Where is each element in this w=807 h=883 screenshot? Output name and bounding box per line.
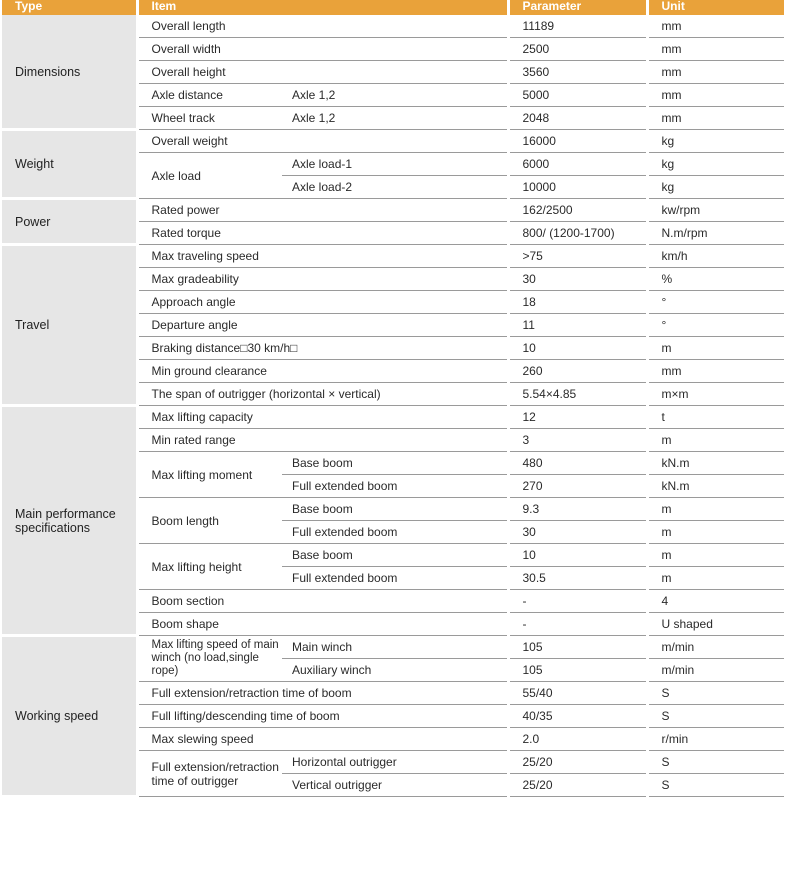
sub-item-cell: Vertical outrigger bbox=[282, 774, 508, 797]
unit-cell: m bbox=[647, 521, 784, 544]
sub-item-cell: Axle 1,2 bbox=[282, 107, 508, 130]
parameter-cell: 30.5 bbox=[508, 567, 647, 590]
item-cell: Overall length bbox=[137, 15, 508, 38]
item-cell: Axle distance bbox=[137, 84, 282, 107]
parameter-cell: 162/2500 bbox=[508, 199, 647, 222]
item-cell: Max slewing speed bbox=[137, 728, 508, 751]
unit-cell: m/min bbox=[647, 636, 784, 659]
parameter-cell: 2500 bbox=[508, 38, 647, 61]
parameter-cell: 800/ (1200-1700) bbox=[508, 222, 647, 245]
item-cell: Full lifting/descending time of boom bbox=[137, 705, 508, 728]
parameter-cell: >75 bbox=[508, 245, 647, 268]
sub-item-cell: Full extended boom bbox=[282, 567, 508, 590]
unit-cell: kg bbox=[647, 176, 784, 199]
unit-cell: % bbox=[647, 268, 784, 291]
table-row bbox=[2, 130, 784, 153]
unit-cell: mm bbox=[647, 84, 784, 107]
item-cell: Full extension/retraction time of outrigger bbox=[137, 751, 282, 797]
parameter-cell: 5.54×4.85 bbox=[508, 383, 647, 406]
header-type: Type bbox=[2, 0, 137, 15]
unit-cell: ° bbox=[647, 291, 784, 314]
sub-item-cell: Full extended boom bbox=[282, 521, 508, 544]
unit-cell: S bbox=[647, 682, 784, 705]
sub-item-cell: Base boom bbox=[282, 544, 508, 567]
unit-cell: kN.m bbox=[647, 475, 784, 498]
parameter-cell: 30 bbox=[508, 521, 647, 544]
parameter-cell: 3 bbox=[508, 429, 647, 452]
sub-item-cell: Base boom bbox=[282, 498, 508, 521]
sub-item-cell: Axle 1,2 bbox=[282, 84, 508, 107]
unit-cell: m×m bbox=[647, 383, 784, 406]
unit-cell: m bbox=[647, 498, 784, 521]
parameter-cell: 2048 bbox=[508, 107, 647, 130]
unit-cell: m/min bbox=[647, 659, 784, 682]
item-cell: Boom section bbox=[137, 590, 508, 613]
unit-cell: mm bbox=[647, 38, 784, 61]
item-cell: Boom length bbox=[137, 498, 282, 544]
sub-item-cell: Full extended boom bbox=[282, 475, 508, 498]
group-travel: Travel bbox=[2, 245, 137, 406]
table-row bbox=[2, 15, 784, 38]
item-cell: Braking distance□30 km/h□ bbox=[137, 337, 508, 360]
unit-cell: r/min bbox=[647, 728, 784, 751]
unit-cell: m bbox=[647, 544, 784, 567]
parameter-cell: 40/35 bbox=[508, 705, 647, 728]
parameter-cell: 10000 bbox=[508, 176, 647, 199]
parameter-cell: 11189 bbox=[508, 15, 647, 38]
unit-cell: U shaped bbox=[647, 613, 784, 636]
item-cell: Rated torque bbox=[137, 222, 508, 245]
unit-cell: kg bbox=[647, 153, 784, 176]
sub-item-cell: Axle load-2 bbox=[282, 176, 508, 199]
parameter-cell: 9.3 bbox=[508, 498, 647, 521]
parameter-cell: 10 bbox=[508, 337, 647, 360]
group-working-speed: Working speed bbox=[2, 636, 137, 797]
parameter-cell: 16000 bbox=[508, 130, 647, 153]
item-cell: Full extension/retraction time of boom bbox=[137, 682, 508, 705]
unit-cell: N.m/rpm bbox=[647, 222, 784, 245]
parameter-cell: 10 bbox=[508, 544, 647, 567]
unit-cell: mm bbox=[647, 107, 784, 130]
header-item: Item bbox=[137, 0, 508, 15]
item-cell: Overall weight bbox=[137, 130, 508, 153]
item-cell: Axle load bbox=[137, 153, 282, 199]
item-cell: Max traveling speed bbox=[137, 245, 508, 268]
unit-cell: km/h bbox=[647, 245, 784, 268]
item-cell: Max lifting speed of main winch (no load,single rope) bbox=[137, 636, 282, 682]
item-cell: Min rated range bbox=[137, 429, 508, 452]
spec-table bbox=[2, 0, 784, 798]
parameter-cell: - bbox=[508, 590, 647, 613]
header-parameter: Parameter bbox=[508, 0, 647, 15]
unit-cell: m bbox=[647, 337, 784, 360]
table-row bbox=[2, 199, 784, 222]
unit-cell: ° bbox=[647, 314, 784, 337]
parameter-cell: 25/20 bbox=[508, 774, 647, 797]
unit-cell: t bbox=[647, 406, 784, 429]
unit-cell: mm bbox=[647, 61, 784, 84]
parameter-cell: 6000 bbox=[508, 153, 647, 176]
parameter-cell: 2.0 bbox=[508, 728, 647, 751]
parameter-cell: - bbox=[508, 613, 647, 636]
item-cell: Max lifting height bbox=[137, 544, 282, 590]
parameter-cell: 11 bbox=[508, 314, 647, 337]
parameter-cell: 18 bbox=[508, 291, 647, 314]
unit-cell: 4 bbox=[647, 590, 784, 613]
parameter-cell: 12 bbox=[508, 406, 647, 429]
item-cell: Wheel track bbox=[137, 107, 282, 130]
unit-cell: kN.m bbox=[647, 452, 784, 475]
unit-cell: kg bbox=[647, 130, 784, 153]
header-unit: Unit bbox=[647, 0, 784, 15]
item-cell: Max gradeability bbox=[137, 268, 508, 291]
sub-item-cell: Base boom bbox=[282, 452, 508, 475]
table-row bbox=[2, 245, 784, 268]
group-power: Power bbox=[2, 199, 137, 245]
parameter-cell: 5000 bbox=[508, 84, 647, 107]
group-dimensions: Dimensions bbox=[2, 15, 137, 130]
group-weight: Weight bbox=[2, 130, 137, 199]
item-cell: Min ground clearance bbox=[137, 360, 508, 383]
item-cell: Departure angle bbox=[137, 314, 508, 337]
parameter-cell: 3560 bbox=[508, 61, 647, 84]
sub-item-cell: Main winch bbox=[282, 636, 508, 659]
table-row bbox=[2, 406, 784, 429]
item-cell: Boom shape bbox=[137, 613, 508, 636]
item-cell: The span of outrigger (horizontal × vertical) bbox=[137, 383, 508, 406]
unit-cell: mm bbox=[647, 360, 784, 383]
item-cell: Overall height bbox=[137, 61, 508, 84]
table-row bbox=[2, 636, 784, 659]
parameter-cell: 260 bbox=[508, 360, 647, 383]
parameter-cell: 105 bbox=[508, 659, 647, 682]
unit-cell: m bbox=[647, 429, 784, 452]
parameter-cell: 55/40 bbox=[508, 682, 647, 705]
parameter-cell: 30 bbox=[508, 268, 647, 291]
parameter-cell: 480 bbox=[508, 452, 647, 475]
item-cell: Max lifting moment bbox=[137, 452, 282, 498]
parameter-cell: 105 bbox=[508, 636, 647, 659]
unit-cell: m bbox=[647, 567, 784, 590]
sub-item-cell: Horizontal outrigger bbox=[282, 751, 508, 774]
sub-item-cell: Auxiliary winch bbox=[282, 659, 508, 682]
group-performance: Main performance specifications bbox=[2, 406, 137, 636]
item-cell: Max lifting capacity bbox=[137, 406, 508, 429]
item-cell: Approach angle bbox=[137, 291, 508, 314]
unit-cell: mm bbox=[647, 15, 784, 38]
unit-cell: S bbox=[647, 751, 784, 774]
unit-cell: S bbox=[647, 705, 784, 728]
unit-cell: S bbox=[647, 774, 784, 797]
parameter-cell: 25/20 bbox=[508, 751, 647, 774]
item-cell: Overall width bbox=[137, 38, 508, 61]
header-row bbox=[2, 0, 784, 15]
item-cell: Rated power bbox=[137, 199, 508, 222]
sub-item-cell: Axle load-1 bbox=[282, 153, 508, 176]
parameter-cell: 270 bbox=[508, 475, 647, 498]
unit-cell: kw/rpm bbox=[647, 199, 784, 222]
